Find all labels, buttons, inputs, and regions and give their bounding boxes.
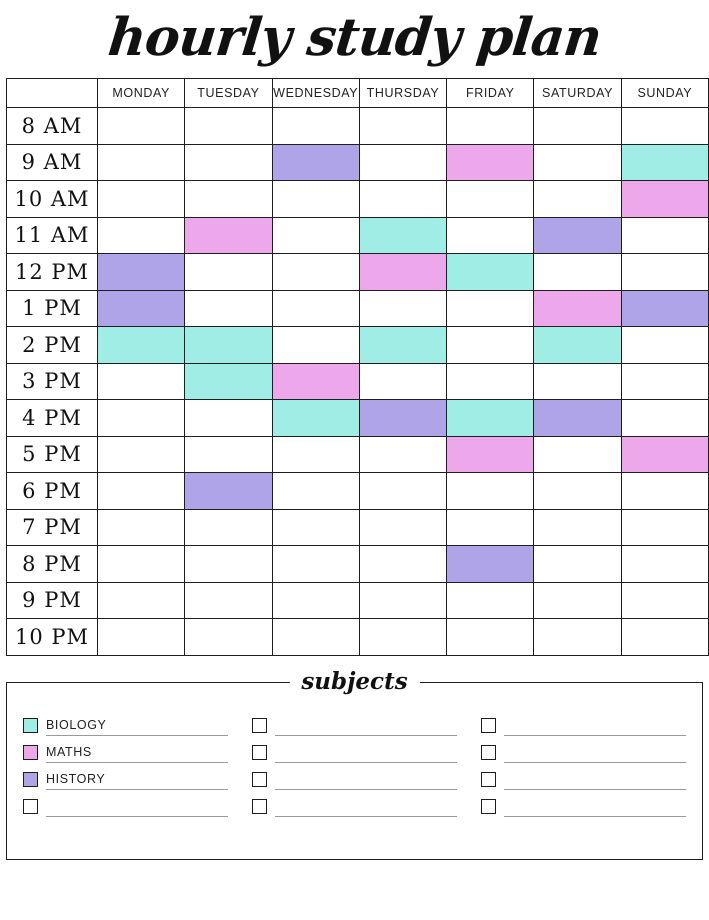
subject-legend-row[interactable] [481, 736, 686, 763]
schedule-slot[interactable] [621, 290, 708, 327]
schedule-slot[interactable] [447, 108, 534, 145]
schedule-day-header: SUNDAY [621, 79, 708, 108]
schedule-day-header: WEDNESDAY [272, 79, 359, 108]
subject-color-swatch[interactable] [23, 745, 38, 760]
schedule-slot[interactable] [272, 619, 359, 656]
schedule-slot[interactable] [98, 290, 185, 327]
schedule-time-label: 11 AM [7, 217, 98, 254]
subject-name-line[interactable] [275, 745, 457, 763]
schedule-slot[interactable] [98, 509, 185, 546]
schedule-slot[interactable] [272, 546, 359, 583]
schedule-time-label: 8 AM [7, 108, 98, 145]
schedule-slot[interactable] [185, 436, 272, 473]
schedule-slot[interactable] [621, 144, 708, 181]
schedule-slot[interactable] [272, 144, 359, 181]
schedule-slot[interactable] [98, 363, 185, 400]
schedule-slot[interactable] [447, 217, 534, 254]
subject-legend-row[interactable] [23, 763, 228, 790]
schedule-slot[interactable] [359, 181, 446, 218]
schedule-slot[interactable] [447, 436, 534, 473]
schedule-time-label: 10 AM [7, 181, 98, 218]
schedule-slot[interactable] [272, 363, 359, 400]
schedule-row [7, 327, 709, 364]
schedule-slot[interactable] [98, 327, 185, 364]
schedule-slot[interactable] [359, 108, 446, 145]
schedule-slot[interactable] [185, 582, 272, 619]
subject-color-swatch[interactable] [481, 718, 496, 733]
schedule-slot[interactable] [98, 473, 185, 510]
schedule-row [7, 509, 709, 546]
subject-name-line[interactable] [504, 745, 686, 763]
schedule-slot[interactable] [534, 473, 621, 510]
subject-legend-row[interactable] [252, 709, 457, 736]
schedule-time-label: 9 AM [7, 144, 98, 181]
schedule-slot[interactable] [98, 254, 185, 291]
schedule-slot[interactable] [185, 363, 272, 400]
schedule-slot[interactable] [98, 582, 185, 619]
subject-name-line[interactable]: BIOLOGY [46, 718, 228, 736]
schedule-time-label: 9 PM [7, 582, 98, 619]
schedule-slot[interactable] [447, 363, 534, 400]
subject-legend-row[interactable] [252, 790, 457, 817]
schedule-slot[interactable] [447, 290, 534, 327]
schedule-slot[interactable] [185, 144, 272, 181]
schedule-slot[interactable] [272, 290, 359, 327]
subject-legend-row[interactable] [481, 763, 686, 790]
schedule-slot[interactable] [534, 546, 621, 583]
subject-color-swatch[interactable] [23, 718, 38, 733]
schedule-row [7, 546, 709, 583]
schedule-slot[interactable] [534, 181, 621, 218]
schedule-row [7, 254, 709, 291]
subject-color-swatch[interactable] [481, 745, 496, 760]
subject-legend-row[interactable] [252, 736, 457, 763]
schedule-time-label: 12 PM [7, 254, 98, 291]
schedule-time-label: 8 PM [7, 546, 98, 583]
schedule-slot[interactable] [621, 436, 708, 473]
schedule-slot[interactable] [447, 254, 534, 291]
schedule-slot[interactable] [272, 400, 359, 437]
schedule-slot[interactable] [185, 290, 272, 327]
schedule-time-label: 6 PM [7, 473, 98, 510]
schedule-slot[interactable] [359, 509, 446, 546]
subject-name-line[interactable]: HISTORY [46, 772, 228, 790]
schedule-slot[interactable] [185, 217, 272, 254]
schedule-slot[interactable] [359, 290, 446, 327]
schedule-slot[interactable] [621, 363, 708, 400]
schedule-row [7, 473, 709, 510]
schedule-time-label: 2 PM [7, 327, 98, 364]
subject-legend-row[interactable] [23, 736, 228, 763]
subject-name-line[interactable] [504, 718, 686, 736]
schedule-slot[interactable] [621, 181, 708, 218]
schedule-slot[interactable] [98, 619, 185, 656]
subject-name-line[interactable] [275, 799, 457, 817]
schedule-slot[interactable] [534, 509, 621, 546]
schedule-row [7, 619, 709, 656]
schedule-slot[interactable] [359, 363, 446, 400]
schedule-slot[interactable] [272, 509, 359, 546]
schedule-slot[interactable] [621, 400, 708, 437]
schedule-slot[interactable] [447, 400, 534, 437]
schedule-slot[interactable] [621, 582, 708, 619]
subject-name-line[interactable] [504, 799, 686, 817]
schedule-slot[interactable] [98, 217, 185, 254]
subject-color-swatch[interactable] [23, 772, 38, 787]
schedule-section [0, 78, 709, 656]
schedule-slot[interactable] [621, 108, 708, 145]
subject-legend-row[interactable] [23, 790, 228, 817]
schedule-slot[interactable] [272, 436, 359, 473]
schedule-slot[interactable] [359, 217, 446, 254]
subject-color-swatch[interactable] [481, 799, 496, 814]
schedule-slot[interactable] [447, 327, 534, 364]
schedule-slot[interactable] [534, 619, 621, 656]
subject-name-line[interactable] [504, 772, 686, 790]
schedule-slot[interactable] [534, 436, 621, 473]
schedule-row [7, 217, 709, 254]
schedule-slot[interactable] [98, 436, 185, 473]
schedule-slot[interactable] [621, 546, 708, 583]
schedule-slot[interactable] [534, 582, 621, 619]
schedule-day-header: THURSDAY [359, 79, 446, 108]
schedule-slot[interactable] [185, 254, 272, 291]
schedule-slot[interactable] [98, 108, 185, 145]
schedule-time-label: 10 PM [7, 619, 98, 656]
schedule-time-label: 5 PM [7, 436, 98, 473]
subject-color-swatch[interactable] [252, 745, 267, 760]
subject-name-line[interactable] [275, 718, 457, 736]
schedule-slot[interactable] [359, 473, 446, 510]
subject-color-swatch[interactable] [252, 772, 267, 787]
schedule-slot[interactable] [447, 473, 534, 510]
subject-legend-row[interactable] [481, 709, 686, 736]
schedule-slot[interactable] [621, 254, 708, 291]
subjects-section [6, 667, 703, 860]
schedule-slot[interactable] [185, 108, 272, 145]
schedule-body [7, 108, 709, 656]
schedule-slot[interactable] [272, 108, 359, 145]
schedule-slot[interactable] [272, 582, 359, 619]
schedule-slot[interactable] [185, 181, 272, 218]
subject-legend-row[interactable] [23, 709, 228, 736]
schedule-slot[interactable] [359, 619, 446, 656]
schedule-time-label: 4 PM [7, 400, 98, 437]
schedule-slot[interactable] [447, 582, 534, 619]
schedule-time-label: 7 PM [7, 509, 98, 546]
schedule-slot[interactable] [272, 254, 359, 291]
schedule-slot[interactable] [447, 144, 534, 181]
schedule-slot[interactable] [534, 108, 621, 145]
schedule-slot[interactable] [185, 473, 272, 510]
schedule-slot[interactable] [98, 546, 185, 583]
schedule-day-header: TUESDAY [185, 79, 272, 108]
schedule-slot[interactable] [621, 473, 708, 510]
schedule-slot[interactable] [621, 509, 708, 546]
schedule-slot[interactable] [447, 181, 534, 218]
subject-color-swatch[interactable] [252, 718, 267, 733]
subject-color-swatch[interactable] [23, 799, 38, 814]
subject-legend-row[interactable] [481, 790, 686, 817]
schedule-slot[interactable] [447, 546, 534, 583]
schedule-row [7, 181, 709, 218]
schedule-slot[interactable] [185, 619, 272, 656]
schedule-row [7, 290, 709, 327]
schedule-slot[interactable] [98, 144, 185, 181]
subjects-heading: subjects [289, 668, 419, 695]
schedule-slot[interactable] [359, 254, 446, 291]
schedule-row [7, 144, 709, 181]
schedule-row [7, 436, 709, 473]
schedule-slot[interactable] [185, 546, 272, 583]
schedule-slot[interactable] [359, 436, 446, 473]
schedule-slot[interactable] [98, 400, 185, 437]
subject-color-swatch[interactable] [252, 799, 267, 814]
subject-name-line[interactable]: MATHS [46, 745, 228, 763]
schedule-slot[interactable] [359, 327, 446, 364]
schedule-slot[interactable] [621, 327, 708, 364]
schedule-slot[interactable] [534, 254, 621, 291]
schedule-day-header: FRIDAY [447, 79, 534, 108]
schedule-row [7, 400, 709, 437]
subjects-legend-grid [23, 709, 686, 817]
subjects-box [6, 682, 703, 860]
schedule-slot[interactable] [534, 217, 621, 254]
schedule-slot[interactable] [534, 144, 621, 181]
schedule-slot[interactable] [272, 473, 359, 510]
schedule-slot[interactable] [359, 582, 446, 619]
schedule-slot[interactable] [359, 144, 446, 181]
schedule-day-header: SATURDAY [534, 79, 621, 108]
schedule-slot[interactable] [534, 290, 621, 327]
subject-name-line[interactable] [46, 799, 228, 817]
schedule-corner-cell [7, 79, 98, 108]
page-title: hourly study plan [105, 7, 604, 68]
schedule-slot[interactable] [534, 400, 621, 437]
schedule-row [7, 363, 709, 400]
subject-color-swatch[interactable] [481, 772, 496, 787]
schedule-header-row [7, 79, 709, 108]
schedule-slot[interactable] [272, 217, 359, 254]
schedule-slot[interactable] [447, 619, 534, 656]
schedule-time-label: 3 PM [7, 363, 98, 400]
schedule-slot[interactable] [534, 327, 621, 364]
schedule-row [7, 582, 709, 619]
schedule-slot[interactable] [447, 509, 534, 546]
weekly-schedule-table [6, 78, 709, 656]
schedule-slot[interactable] [185, 509, 272, 546]
schedule-slot[interactable] [621, 217, 708, 254]
schedule-slot[interactable] [98, 181, 185, 218]
schedule-slot[interactable] [359, 546, 446, 583]
schedule-slot[interactable] [272, 181, 359, 218]
schedule-slot[interactable] [185, 327, 272, 364]
schedule-header [7, 79, 709, 108]
schedule-slot[interactable] [359, 400, 446, 437]
subject-legend-row[interactable] [252, 763, 457, 790]
schedule-row [7, 108, 709, 145]
schedule-slot[interactable] [534, 363, 621, 400]
schedule-slot[interactable] [185, 400, 272, 437]
subject-name-line[interactable] [275, 772, 457, 790]
schedule-slot[interactable] [621, 619, 708, 656]
schedule-day-header: MONDAY [98, 79, 185, 108]
schedule-slot[interactable] [272, 327, 359, 364]
schedule-time-label: 1 PM [7, 290, 98, 327]
